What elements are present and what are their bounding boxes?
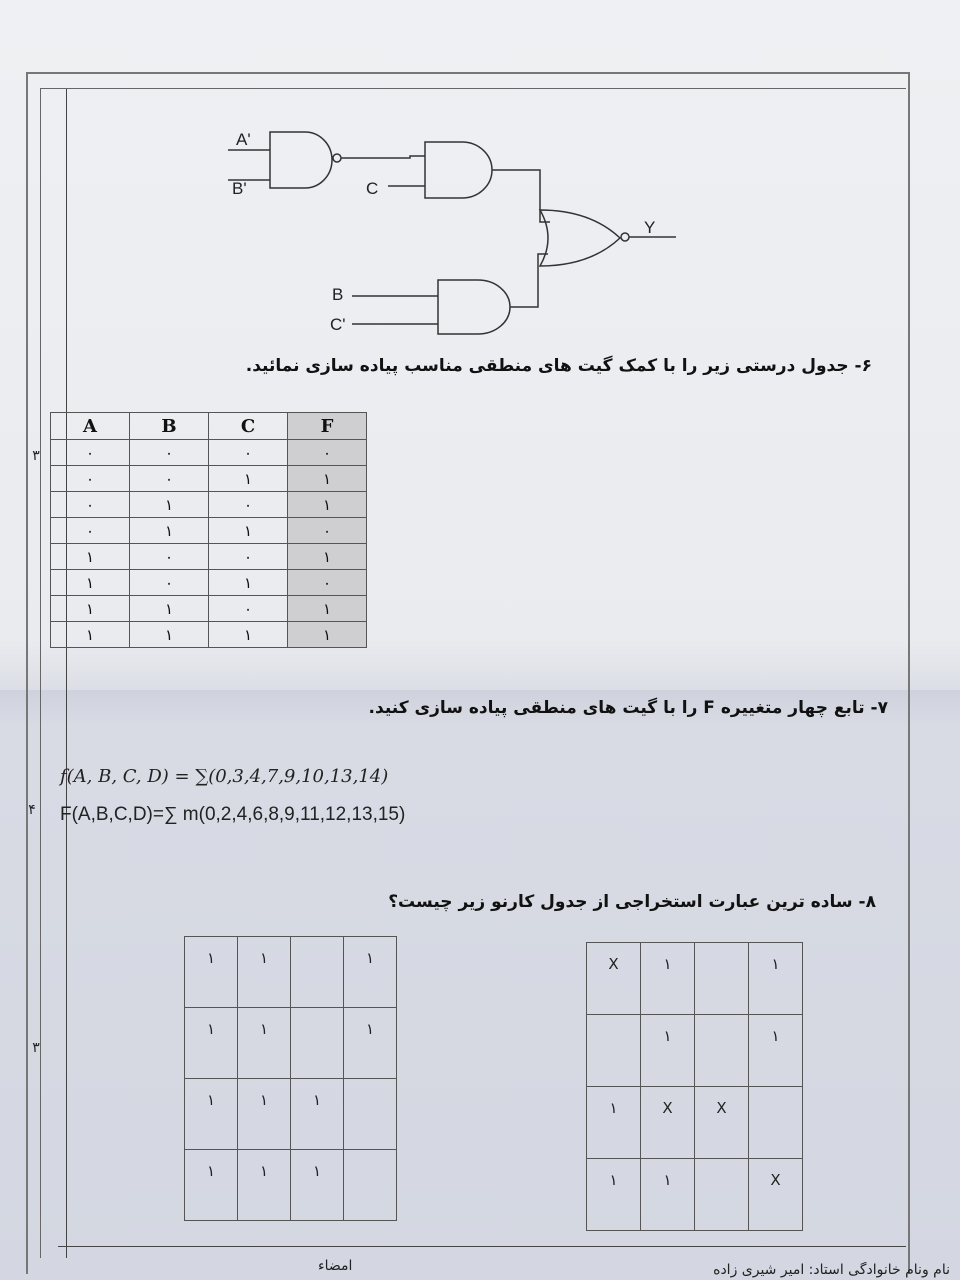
cell: ۱ [209,466,288,492]
karnaugh-map-right [586,942,803,1231]
label-b-not: B' [232,179,247,198]
cell: ۱ [51,622,130,648]
cell: ۱ [130,492,209,518]
kmap-cell [695,1159,749,1231]
kmap-row [587,1159,803,1231]
nor-gate-bubble [621,233,629,241]
cell: ۰ [51,518,130,544]
kmap-row [185,1079,397,1150]
kmap-cell [587,1015,641,1087]
kmap-cell: ۱ [185,937,238,1008]
truth-table [50,412,367,648]
question-7: ۷- تابع چهار متغییره F را با گیت های منطقی پیاده سازی کنید. [368,698,888,718]
cell-f: ۰ [288,518,367,544]
cell: ۱ [209,518,288,544]
header-b: B [130,413,209,440]
kmap-cell [695,1015,749,1087]
kmap-cell: ۱ [587,1087,641,1159]
score-q6: ۳ [32,448,40,464]
kmap-cell: ۱ [185,1008,238,1079]
kmap-cell [344,1079,397,1150]
table-row [51,466,367,492]
cell-f: ۱ [288,466,367,492]
kmap-cell: ۱ [238,1079,291,1150]
nor-gate [540,210,620,266]
kmap-cell: ۱ [749,1015,803,1087]
kmap-cell: X [641,1087,695,1159]
cell: ۱ [51,570,130,596]
kmap-cell [291,1008,344,1079]
kmap-cell: ۱ [291,1150,344,1221]
table-row [51,570,367,596]
kmap-cell: ۱ [641,1015,695,1087]
cell: ۰ [51,466,130,492]
logic-circuit [0,0,960,350]
kmap-cell: ۱ [641,943,695,1015]
cell: ۰ [130,570,209,596]
karnaugh-map-left [184,936,397,1221]
label-b: B [332,285,344,304]
label-c: C [366,179,379,198]
cell-f: ۱ [288,544,367,570]
and-gate-1 [425,142,492,198]
kmap-cell: ۱ [238,1008,291,1079]
kmap-row [587,1087,803,1159]
cell-f: ۱ [288,596,367,622]
table-row [51,440,367,466]
kmap-row [185,1008,397,1079]
kmap-row [185,1150,397,1221]
kmap-cell: ۱ [238,1150,291,1221]
kmap-cell [695,943,749,1015]
cell: ۰ [209,596,288,622]
cell-f: ۱ [288,492,367,518]
cell: ۰ [209,492,288,518]
nand-gate-1 [270,132,332,188]
formula-1: f(A, B, C, D) = ∑(0,3,4,7,9,10,13,14) [60,766,389,787]
cell: ۱ [51,544,130,570]
cell: ۱ [130,622,209,648]
kmap-row [587,1015,803,1087]
kmap-cell: X [749,1159,803,1231]
cell: ۱ [209,622,288,648]
kmap-cell: ۱ [185,1079,238,1150]
kmap-cell: ۱ [238,937,291,1008]
truth-table-header-row [51,413,367,440]
cell: ۰ [130,440,209,466]
table-row [51,544,367,570]
cell: ۱ [209,570,288,596]
label-a-not: A' [236,130,251,149]
cell: ۱ [51,596,130,622]
cell: ۰ [209,544,288,570]
kmap-cell: X [695,1087,749,1159]
kmap-cell: ۱ [344,937,397,1008]
kmap-cell: ۱ [587,1159,641,1231]
nand-gate-1-bubble [333,154,341,162]
kmap-cell: ۱ [344,1008,397,1079]
header-f: F [288,413,367,440]
footer-border [58,1246,906,1247]
table-row [51,518,367,544]
cell-f: ۱ [288,622,367,648]
kmap-cell: ۱ [749,943,803,1015]
label-c-not: C' [330,315,346,334]
cell: ۱ [130,596,209,622]
table-row [51,622,367,648]
cell-f: ۰ [288,440,367,466]
cell: ۰ [51,440,130,466]
instructor-name: نام ونام خانوادگی استاد: امیر شیری زاده [713,1262,950,1278]
cell-f: ۰ [288,570,367,596]
signature-label: امضاء [318,1258,353,1274]
table-row [51,492,367,518]
kmap-cell [344,1150,397,1221]
and-gate-2 [438,280,510,334]
kmap-row [587,943,803,1015]
cell: ۰ [130,544,209,570]
question-8: ۸- ساده ترین عبارت استخراجی از جدول کارنو زیر چیست؟ [388,892,876,912]
score-q8: ۳ [32,1040,40,1056]
kmap-cell: ۱ [641,1159,695,1231]
score-q7: ۴ [28,802,36,818]
kmap-cell [291,937,344,1008]
kmap-cell: ۱ [291,1079,344,1150]
kmap-cell [749,1087,803,1159]
kmap-row [185,937,397,1008]
cell: ۱ [130,518,209,544]
header-c: C [209,413,288,440]
header-a: A [51,413,130,440]
kmap-cell: ۱ [185,1150,238,1221]
label-y: Y [644,218,656,237]
cell: ۰ [209,440,288,466]
cell: ۰ [130,466,209,492]
kmap-cell: X [587,943,641,1015]
cell: ۰ [51,492,130,518]
table-row [51,596,367,622]
question-6: ۶- جدول درستی زیر را با کمک گیت های منطقی مناسب پیاده سازی نمائید. [245,356,872,376]
formula-2: F(A,B,C,D)=∑ m(0,2,4,6,8,9,11,12,13,15) [60,804,406,825]
